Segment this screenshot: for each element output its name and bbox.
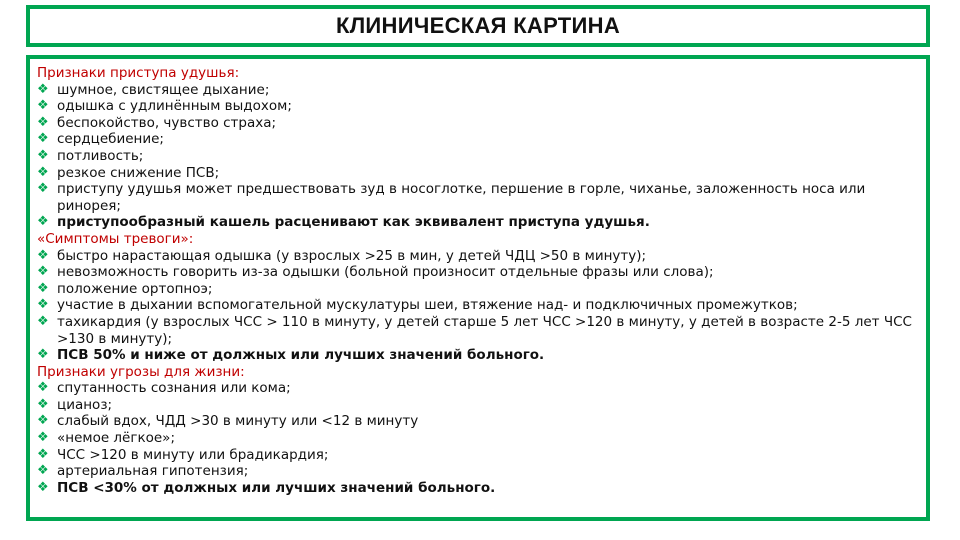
content-frame bbox=[26, 55, 930, 521]
diamond-bullet-icon: ❖ bbox=[37, 413, 49, 429]
list-item-text: одышка с удлинённым выдохом; bbox=[57, 98, 292, 115]
list-item-text: беспокойство, чувство страха; bbox=[57, 114, 277, 131]
list-item bbox=[37, 248, 918, 265]
diamond-bullet-icon: ❖ bbox=[37, 430, 49, 446]
list-item bbox=[37, 115, 918, 132]
list-item bbox=[37, 214, 918, 231]
list-item-text: спутанность сознания или кома; bbox=[57, 380, 291, 397]
diamond-bullet-icon: ❖ bbox=[37, 247, 49, 263]
list-item bbox=[37, 463, 918, 480]
list-item bbox=[37, 264, 918, 281]
diamond-bullet-icon: ❖ bbox=[37, 147, 49, 163]
list-item bbox=[37, 447, 918, 464]
title-frame bbox=[26, 5, 930, 47]
list-item-text: ЧСС >120 в минуту или брадикардия; bbox=[57, 446, 329, 463]
list-item-text: шумное, свистящее дыхание; bbox=[57, 81, 270, 98]
list-item bbox=[37, 181, 918, 214]
list-item-text: тахикардия (у взрослых ЧСС > 110 в минуту, у детей старше 5 лет ЧСС >120 в минуту, у детей в возрасте 2-5 лет ЧСС >130 в минуту); bbox=[57, 313, 912, 347]
list-item-text: быстро нарастающая одышка (у взрослых >25 в мин, у детей ЧДЦ >50 в минуту); bbox=[57, 247, 647, 264]
diamond-bullet-icon: ❖ bbox=[37, 131, 49, 147]
list-item-text: невозможность говорить из-за одышки (больной произносит отдельные фразы или слова); bbox=[57, 264, 714, 281]
diamond-bullet-icon: ❖ bbox=[37, 479, 49, 495]
list-item bbox=[37, 347, 918, 364]
diamond-bullet-icon: ❖ bbox=[37, 380, 49, 396]
diamond-bullet-icon: ❖ bbox=[37, 98, 49, 114]
list-item-text: артериальная гипотензия; bbox=[57, 463, 249, 480]
section-heading: Признаки приступа удушья: bbox=[37, 65, 240, 81]
list-item-text: «немое лёгкое»; bbox=[57, 430, 175, 447]
list-item bbox=[37, 148, 918, 165]
list-item-text: приступу удушья может предшествовать зуд в носоглотке, першение в горле, чиханье, заложенность носа или ринорея; bbox=[57, 181, 866, 214]
list-item-text: участие в дыхании вспомогательной мускулатуры шеи, втяжение над- и подключичных промежутков; bbox=[57, 297, 798, 314]
list-item-text: слабый вдох, ЧДД >30 в минуту или <12 в минуту bbox=[57, 413, 419, 430]
list-item bbox=[37, 297, 918, 314]
list-item bbox=[37, 82, 918, 99]
diamond-bullet-icon: ❖ bbox=[37, 181, 49, 197]
list-item bbox=[37, 281, 918, 298]
list-item-text: ПСВ <30% от должных или лучших значений больного. bbox=[57, 479, 496, 496]
list-item bbox=[37, 314, 918, 347]
diamond-bullet-icon: ❖ bbox=[37, 280, 49, 296]
diamond-bullet-icon: ❖ bbox=[37, 297, 49, 313]
diamond-bullet-icon: ❖ bbox=[37, 81, 49, 97]
list-item bbox=[37, 165, 918, 182]
list-item bbox=[37, 380, 918, 397]
list-item-text: сердцебиение; bbox=[57, 131, 164, 148]
list-item-text: приступообразный кашель расценивают как эквивалент приступа удушья. bbox=[57, 214, 650, 231]
diamond-bullet-icon: ❖ bbox=[37, 214, 49, 230]
list-item-text: положение ортопноэ; bbox=[57, 280, 213, 297]
diamond-bullet-icon: ❖ bbox=[37, 396, 49, 412]
list-item bbox=[37, 397, 918, 414]
list-item-text: потливость; bbox=[57, 147, 144, 164]
list-item bbox=[37, 430, 918, 447]
diamond-bullet-icon: ❖ bbox=[37, 264, 49, 280]
diamond-bullet-icon: ❖ bbox=[37, 463, 49, 479]
list-item bbox=[37, 480, 918, 497]
list-item-text: резкое снижение ПСВ; bbox=[57, 164, 220, 181]
list-item bbox=[37, 98, 918, 115]
diamond-bullet-icon: ❖ bbox=[37, 164, 49, 180]
diamond-bullet-icon: ❖ bbox=[37, 446, 49, 462]
diamond-bullet-icon: ❖ bbox=[37, 347, 49, 363]
section-heading: Признаки угрозы для жизни: bbox=[37, 363, 245, 380]
list-item bbox=[37, 131, 918, 148]
content-body bbox=[30, 59, 926, 517]
diamond-bullet-icon: ❖ bbox=[37, 313, 49, 329]
list-item-text: цианоз; bbox=[57, 396, 113, 413]
diamond-bullet-icon: ❖ bbox=[37, 114, 49, 130]
slide-title: КЛИНИЧЕСКАЯ КАРТИНА bbox=[30, 9, 926, 43]
list-item bbox=[37, 413, 918, 430]
list-item-text: ПСВ 50% и ниже от должных или лучших значений больного. bbox=[57, 347, 545, 364]
section-heading: «Симптомы тревоги»: bbox=[37, 230, 194, 247]
